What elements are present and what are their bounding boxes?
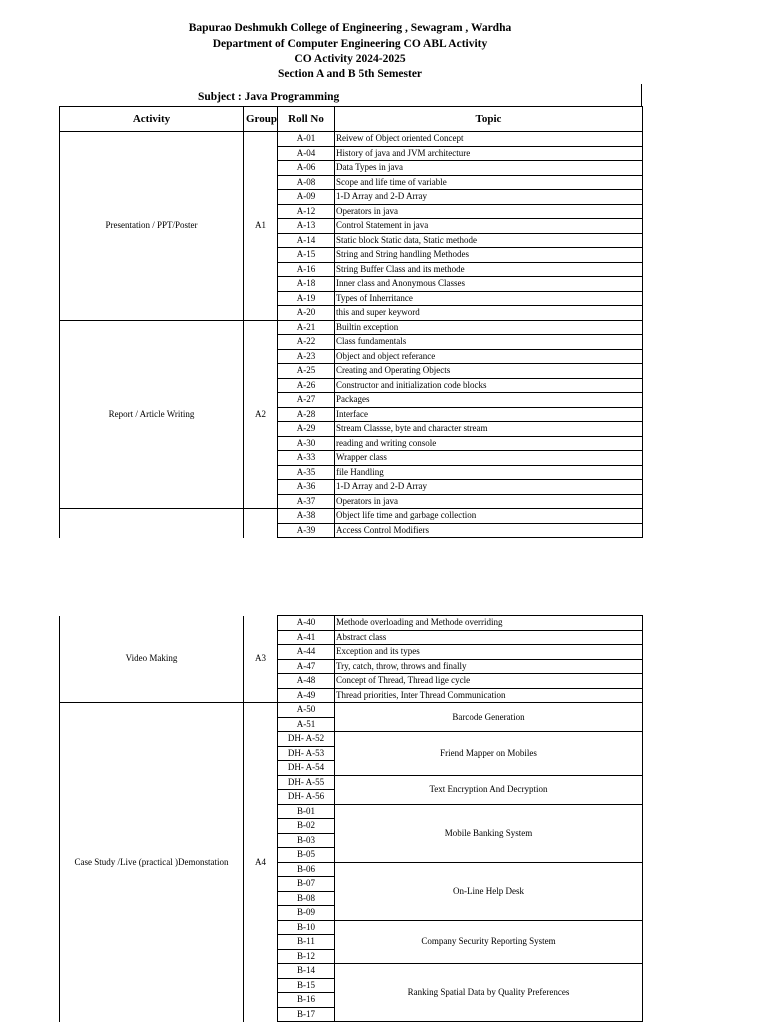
roll-no-cell: A-37 xyxy=(278,494,335,509)
table-row xyxy=(60,616,643,631)
roll-no-cell: A-47 xyxy=(278,659,335,674)
roll-no-cell: A-41 xyxy=(278,630,335,645)
table-header-row xyxy=(60,107,643,132)
roll-no-cell: DH- A-53 xyxy=(278,746,335,761)
topic-cell: Exception and its types xyxy=(335,645,643,660)
roll-no-cell: A-39 xyxy=(278,523,335,538)
topic-column-header: Topic xyxy=(335,107,643,132)
roll-no-cell: B-16 xyxy=(278,993,335,1008)
topic-cell: Creating and Operating Objects xyxy=(335,364,643,379)
topic-cell: Packages xyxy=(335,393,643,408)
roll-no-cell: A-15 xyxy=(278,248,335,263)
table-row xyxy=(60,509,643,524)
roll-no-cell: A-22 xyxy=(278,335,335,350)
roll-no-cell: A-06 xyxy=(278,161,335,176)
roll-no-cell: A-26 xyxy=(278,378,335,393)
subject-title: Subject : Java Programming xyxy=(198,91,340,103)
roll-no-cell: DH- A-56 xyxy=(278,790,335,805)
activity-table-page-1 xyxy=(59,106,643,538)
roll-no-cell: A-30 xyxy=(278,436,335,451)
topic-cell: Types of Inherritance xyxy=(335,291,643,306)
topic-cell: Data Types in java xyxy=(335,161,643,176)
roll-no-cell: A-14 xyxy=(278,233,335,248)
group-cell: A4 xyxy=(244,703,278,1022)
activity-cell: Case Study /Live (practical )Demonstation xyxy=(60,703,244,1022)
topic-cell: Operators in java xyxy=(335,204,643,219)
section-semester: Section A and B 5th Semester xyxy=(277,68,423,80)
project-topic-cell: Ranking Spatial Data by Quality Preferences xyxy=(335,964,643,1022)
topic-cell: reading and writing console xyxy=(335,436,643,451)
roll-no-cell: A-23 xyxy=(278,349,335,364)
roll-no-cell: A-04 xyxy=(278,146,335,161)
department-title: Department of Computer Engineering CO ABL Activity xyxy=(212,38,488,50)
roll-no-cell: A-36 xyxy=(278,480,335,495)
table-border-line xyxy=(641,84,642,106)
roll-no-cell: A-49 xyxy=(278,688,335,703)
topic-cell: 1-D Array and 2-D Array xyxy=(335,190,643,205)
topic-cell: Inner class and Anonymous Classes xyxy=(335,277,643,292)
topic-cell: file Handling xyxy=(335,465,643,480)
roll-no-cell: A-29 xyxy=(278,422,335,437)
topic-cell: Thread priorities, Inter Thread Communication xyxy=(335,688,643,703)
roll-no-cell: DH- A-55 xyxy=(278,775,335,790)
table-row xyxy=(60,132,643,147)
topic-cell: Concept of Thread, Thread lige cycle xyxy=(335,674,643,689)
topic-cell: Abstract class xyxy=(335,630,643,645)
roll-no-cell: B-05 xyxy=(278,848,335,863)
roll-column-header: Roll No xyxy=(278,107,335,132)
activity-table-page-2 xyxy=(59,615,643,1022)
project-topic-cell: Text Encryption And Decryption xyxy=(335,775,643,804)
topic-cell: Stream Classse, byte and character stream xyxy=(335,422,643,437)
topic-cell: Builtin exception xyxy=(335,320,643,335)
roll-no-cell: B-03 xyxy=(278,833,335,848)
topic-cell: Access Control Modifiers xyxy=(335,523,643,538)
roll-no-cell: A-28 xyxy=(278,407,335,422)
topic-cell: Interface xyxy=(335,407,643,422)
roll-no-cell: B-01 xyxy=(278,804,335,819)
roll-no-cell: A-38 xyxy=(278,509,335,524)
project-topic-cell: Barcode Generation xyxy=(335,703,643,732)
roll-no-cell: B-02 xyxy=(278,819,335,834)
topic-cell: Wrapper class xyxy=(335,451,643,466)
roll-no-cell: A-19 xyxy=(278,291,335,306)
activity-cell xyxy=(60,509,244,538)
roll-no-cell: B-09 xyxy=(278,906,335,921)
activity-year: CO Activity 2024-2025 xyxy=(294,53,406,65)
roll-no-cell: B-10 xyxy=(278,920,335,935)
roll-no-cell: B-06 xyxy=(278,862,335,877)
topic-cell: Static block Static data, Static methode xyxy=(335,233,643,248)
roll-no-cell: A-21 xyxy=(278,320,335,335)
project-topic-cell: Mobile Banking System xyxy=(335,804,643,862)
project-topic-cell: Friend Mapper on Mobiles xyxy=(335,732,643,776)
topic-cell: Reivew of Object oriented Concept xyxy=(335,132,643,147)
roll-no-cell: A-08 xyxy=(278,175,335,190)
activity-cell: Report / Article Writing xyxy=(60,320,244,509)
roll-no-cell: A-09 xyxy=(278,190,335,205)
topic-cell: String Buffer Class and its methode xyxy=(335,262,643,277)
topic-cell: this and super keyword xyxy=(335,306,643,321)
activity-column-header: Activity xyxy=(60,107,244,132)
roll-no-cell: A-16 xyxy=(278,262,335,277)
topic-cell: History of java and JVM architecture xyxy=(335,146,643,161)
roll-no-cell: A-44 xyxy=(278,645,335,660)
activity-cell: Video Making xyxy=(60,616,244,703)
roll-no-cell: B-07 xyxy=(278,877,335,892)
topic-cell: Scope and life time of variable xyxy=(335,175,643,190)
roll-no-cell: A-18 xyxy=(278,277,335,292)
roll-no-cell: A-33 xyxy=(278,451,335,466)
topic-cell: String and String handling Methodes xyxy=(335,248,643,263)
roll-no-cell: A-50 xyxy=(278,703,335,718)
roll-no-cell: A-35 xyxy=(278,465,335,480)
topic-cell: Control Statement in java xyxy=(335,219,643,234)
roll-no-cell: A-40 xyxy=(278,616,335,631)
roll-no-cell: A-25 xyxy=(278,364,335,379)
roll-no-cell: A-20 xyxy=(278,306,335,321)
roll-no-cell: A-27 xyxy=(278,393,335,408)
group-cell: A2 xyxy=(244,320,278,509)
project-topic-cell: Company Security Reporting System xyxy=(335,920,643,964)
project-topic-cell: On-Line Help Desk xyxy=(335,862,643,920)
activity-cell: Presentation / PPT/Poster xyxy=(60,132,244,321)
topic-cell: Operators in java xyxy=(335,494,643,509)
college-name: Bapurao Deshmukh College of Engineering , Sewagram , Wardha xyxy=(188,22,512,34)
topic-cell: 1-D Array and 2-D Array xyxy=(335,480,643,495)
roll-no-cell: B-17 xyxy=(278,1007,335,1022)
roll-no-cell: A-12 xyxy=(278,204,335,219)
topic-cell: Try, catch, throw, throws and finally xyxy=(335,659,643,674)
topic-cell: Constructor and initialization code blocks xyxy=(335,378,643,393)
group-column-header: Group xyxy=(244,107,278,132)
roll-no-cell: A-51 xyxy=(278,717,335,732)
topic-cell: Class fundamentals xyxy=(335,335,643,350)
roll-no-cell: A-48 xyxy=(278,674,335,689)
topic-cell: Object life time and garbage collection xyxy=(335,509,643,524)
group-cell xyxy=(244,509,278,538)
roll-no-cell: A-01 xyxy=(278,132,335,147)
roll-no-cell: B-11 xyxy=(278,935,335,950)
group-cell: A1 xyxy=(244,132,278,321)
roll-no-cell: B-15 xyxy=(278,978,335,993)
table-row xyxy=(60,320,643,335)
topic-cell: Object and object referance xyxy=(335,349,643,364)
roll-no-cell: A-13 xyxy=(278,219,335,234)
roll-no-cell: B-12 xyxy=(278,949,335,964)
group-cell: A3 xyxy=(244,616,278,703)
roll-no-cell: DH- A-52 xyxy=(278,732,335,747)
roll-no-cell: B-08 xyxy=(278,891,335,906)
topic-cell: Methode overloading and Methode overriding xyxy=(335,616,643,631)
roll-no-cell: B-14 xyxy=(278,964,335,979)
table-row xyxy=(60,703,643,718)
roll-no-cell: DH- A-54 xyxy=(278,761,335,776)
